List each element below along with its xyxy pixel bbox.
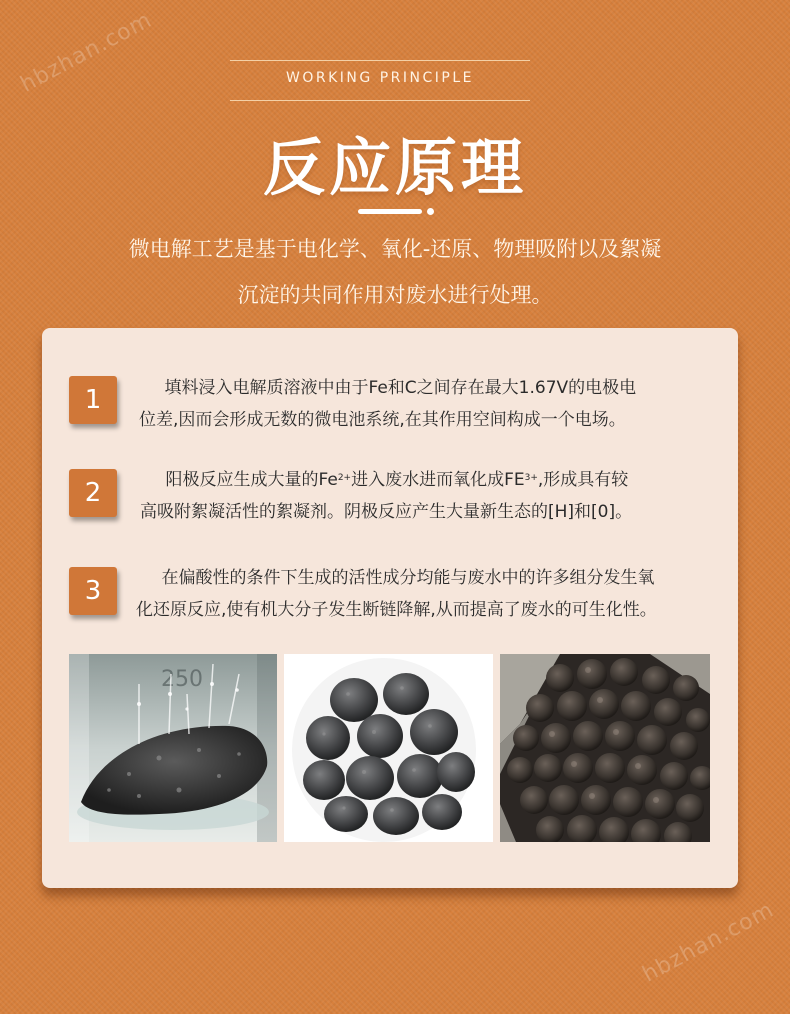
step-line: 填料浸入电解质溶液中由于Fe和C之间存在最大1.67V的电极电 [164,378,637,398]
step-number-badge: 2 [69,469,117,517]
step-line: 位差,因而会形成无数的微电池系统,在其作用空间构成一个电场。 [139,410,626,430]
step-number-badge: 3 [69,567,117,615]
intro-line-2: 沉淀的共同作用对废水进行处理。 [237,283,553,307]
step-line-part: 进入废水进而氧化成FE [351,470,525,490]
beaker-photo [69,654,277,842]
step-text [139,372,719,436]
eyebrow-line-bottom [230,100,530,101]
watermark-bottom: hbzhan.com [638,897,779,988]
step-line [140,464,720,496]
step-line-part: 阳极反应生成大量的Fe [165,470,338,490]
step-text [136,562,716,626]
eyebrow-line-top [230,60,530,61]
step-line: 在偏酸性的条件下生成的活性成分均能与废水中的许多组分发生氧 [161,568,655,588]
section-eyebrow: WORKING PRINCIPLE [286,70,474,86]
filler-bag-photo [500,654,710,842]
filler-balls-photo [284,654,493,842]
intro-text [60,226,730,318]
title-dot [427,208,434,215]
superscript: 2+ [337,473,352,483]
principle-card [42,328,738,888]
watermark-top: hbzhan.com [16,7,157,98]
step-line: 化还原反应,使有机大分子发生断链降解,从而提高了废水的可生化性。 [136,600,657,620]
page-title: 反应原理 [262,131,527,204]
step-line: 高吸附絮凝活性的絮凝剂。阴极反应产生大量新生态的[H]和[0]。 [140,502,633,522]
step-line-part: ,形成具有较 [537,470,629,490]
beaker-mark: 250 [161,667,203,692]
step-text [140,464,720,528]
step-number-badge: 1 [69,376,117,424]
intro-line-1: 微电解工艺是基于电化学、氧化-还原、物理吸附以及絮凝 [128,237,662,261]
superscript: 3+ [524,473,538,483]
title-underline [358,209,422,214]
